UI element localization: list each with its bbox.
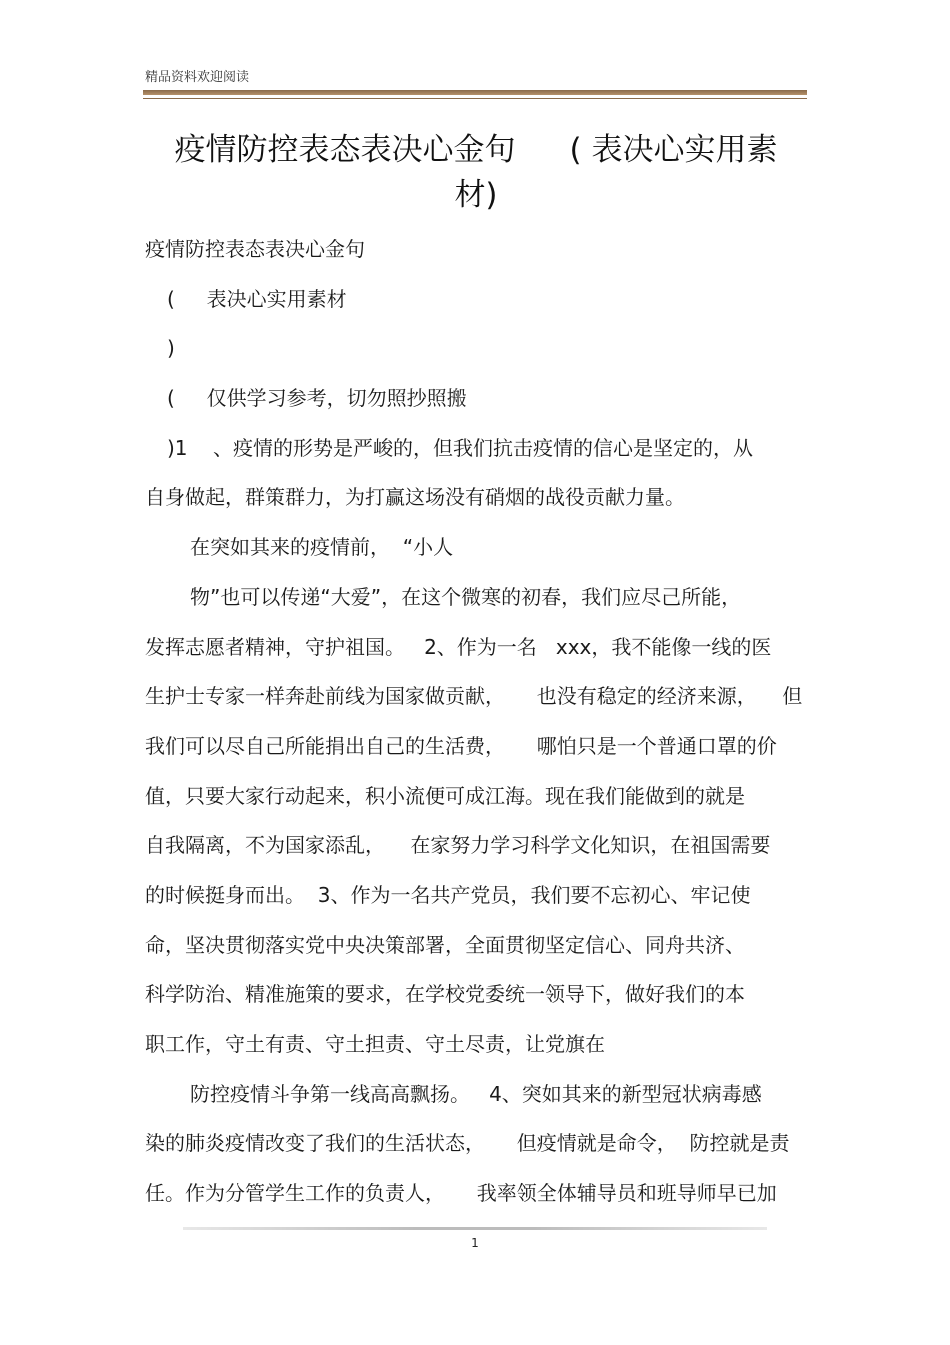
text-line: ) xyxy=(167,336,175,361)
text-line: 染的肺炎疫情改变了我们的生活状态， 但疫情就是命令， 防控就是责 xyxy=(145,1131,790,1156)
text-line: 值，只要大家行动起来，积小流便可成江海。现在我们能做到的就是 xyxy=(145,783,745,808)
text-line: 的时候挺身而出。 3、作为一名共产党员，我们要不忘初心、牢记使 xyxy=(145,882,751,907)
text-line: 科学防治、精准施策的要求，在学校党委统一领导下，做好我们的本 xyxy=(145,982,745,1007)
text-line: ( 表决心实用素材 xyxy=(167,286,347,311)
text-line: 自身做起，群策群力，为打赢这场没有硝烟的战役贡献力量。 xyxy=(145,485,685,510)
text-line: 疫情防控表态表决心金句 xyxy=(145,237,365,261)
document-body xyxy=(145,225,807,1219)
title-line-2: 材) xyxy=(454,177,498,213)
text-line: 职工作，守土有责、守土担责、守土尽责，让党旗在 xyxy=(145,1032,605,1056)
footer-rule xyxy=(183,1227,767,1230)
text-line: 我们可以尽自己所能捐出自己的生活费， 哪怕只是一个普通口罩的价 xyxy=(145,733,777,758)
header-rule-thin xyxy=(143,98,807,99)
text-line: 命，坚决贯彻落实党中央决策部署，全面贯彻坚定信心、同舟共济、 xyxy=(145,932,745,957)
text-line: 生护士专家一样奔赴前线为国家做贡献， 也没有稳定的经济来源， 但 xyxy=(145,684,803,709)
page-number: 1 xyxy=(471,1236,479,1250)
title-part-2: ( 表决心实用素 xyxy=(569,132,778,168)
text-line: 发挥志愿者精神，守护祖国。 2、作为一名 xxx，我不能像一线的医 xyxy=(145,634,772,659)
text-line: 物”也可以传递“大爱”，在这个微寒的初春，我们应尽己所能， xyxy=(190,584,742,609)
text-line: 防控疫情斗争第一线高高飘扬。 4、突如其来的新型冠状病毒感 xyxy=(190,1081,762,1106)
page-title xyxy=(145,128,807,218)
header-text: 精品资料欢迎阅读 xyxy=(145,70,250,85)
text-line: )1 、疫情的形势是严峻的，但我们抗击疫情的信心是坚定的，从 xyxy=(167,435,753,460)
text-line: 任。作为分管学生工作的负责人， 我率领全体辅导员和班导师早已加 xyxy=(145,1181,777,1206)
header-rule xyxy=(143,90,807,95)
text-line: 在突如其来的疫情前， “小人 xyxy=(190,535,454,560)
text-line: ( 仅供学习参考，切勿照抄照搬 xyxy=(167,386,467,411)
text-line: 自我隔离，不为国家添乱， 在家努力学习科学文化知识，在祖国需要 xyxy=(145,833,771,858)
title-part-1: 疫情防控表态表决心金句 xyxy=(174,132,516,168)
